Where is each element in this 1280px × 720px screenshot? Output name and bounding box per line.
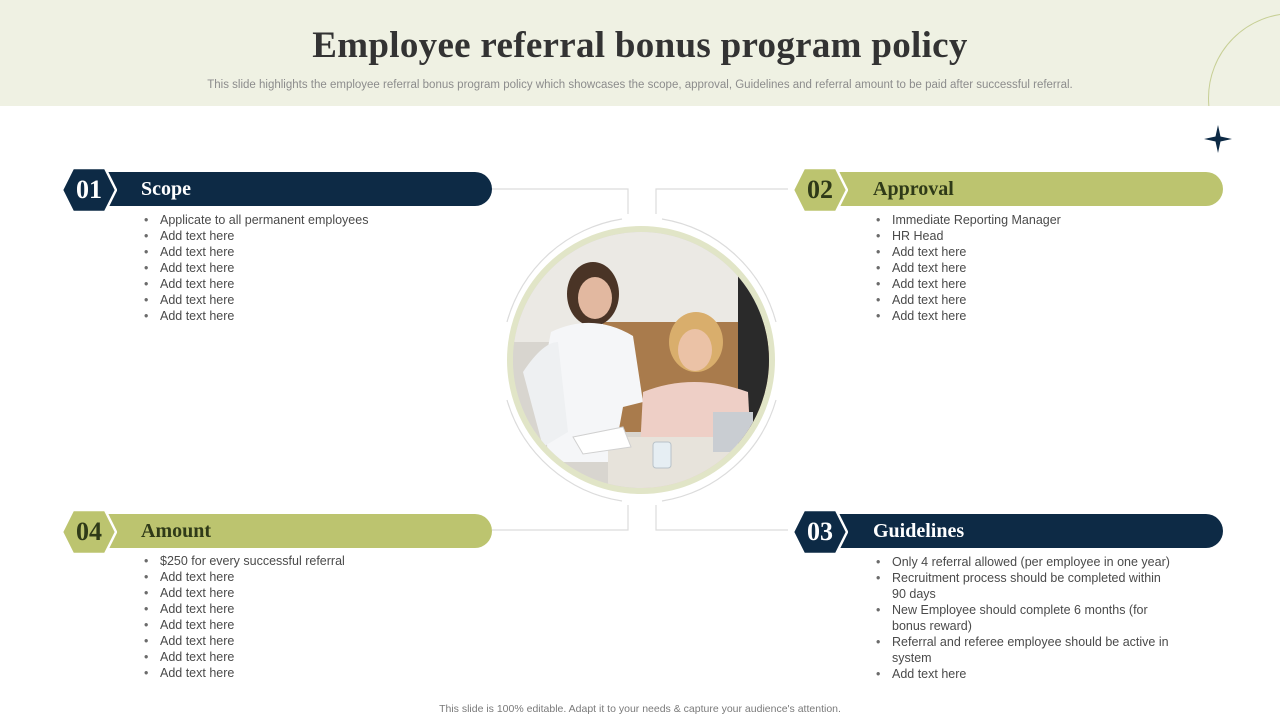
list-item: • Add text here [142, 244, 482, 260]
team-photo [507, 226, 775, 494]
approval-list [874, 212, 1214, 324]
list-item: • New Employee should complete 6 months (for bonus reward) [874, 602, 1174, 634]
list-item: • $250 for every successful referral [142, 553, 482, 569]
approval-title: Approval [873, 178, 954, 200]
list-item: • Referral and referee employee should be active in system [874, 634, 1174, 666]
list-item: • Add text here [142, 665, 482, 681]
sparkle-icon [1203, 124, 1233, 154]
list-item: • Add text here [142, 228, 482, 244]
list-item: • Add text here [142, 601, 482, 617]
page-title: Employee referral bonus program policy [312, 25, 968, 66]
list-item: • Add text here [874, 308, 1214, 324]
list-item: • Applicate to all permanent employees [142, 212, 482, 228]
approval-number: 02 [807, 175, 833, 204]
list-item: • Add text here [142, 276, 482, 292]
list-item: • Add text here [874, 666, 1174, 682]
guidelines-number: 03 [807, 517, 833, 546]
footer-note: This slide is 100% editable. Adapt it to your needs & capture your audience's attention. [439, 703, 841, 715]
list-item: • Add text here [874, 276, 1214, 292]
list-item: • Add text here [142, 649, 482, 665]
scope-number: 01 [76, 175, 102, 204]
guidelines-title: Guidelines [873, 520, 965, 542]
list-item: • Add text here [142, 633, 482, 649]
list-item: • Add text here [142, 617, 482, 633]
list-item: • Recruitment process should be completed within 90 days [874, 570, 1174, 602]
list-item: • Immediate Reporting Manager [874, 212, 1214, 228]
list-item: • HR Head [874, 228, 1214, 244]
list-item: • Add text here [142, 569, 482, 585]
list-item: • Add text here [874, 292, 1214, 308]
amount-list [142, 553, 482, 681]
guidelines-list [874, 554, 1174, 682]
page-subtitle: This slide highlights the employee referral bonus program policy which showcases the scope, approval, Guidelines and referral amount to be paid after successful referral. [207, 79, 1073, 91]
list-item: • Only 4 referral allowed (per employee in one year) [874, 554, 1174, 570]
list-item: • Add text here [142, 260, 482, 276]
amount-number: 04 [76, 517, 102, 546]
list-item: • Add text here [142, 585, 482, 601]
amount-title: Amount [141, 520, 212, 542]
list-item: • Add text here [142, 292, 482, 308]
list-item: • Add text here [874, 260, 1214, 276]
list-item: • Add text here [874, 244, 1214, 260]
scope-list [142, 212, 482, 324]
list-item: • Add text here [142, 308, 482, 324]
scope-title: Scope [141, 178, 191, 200]
